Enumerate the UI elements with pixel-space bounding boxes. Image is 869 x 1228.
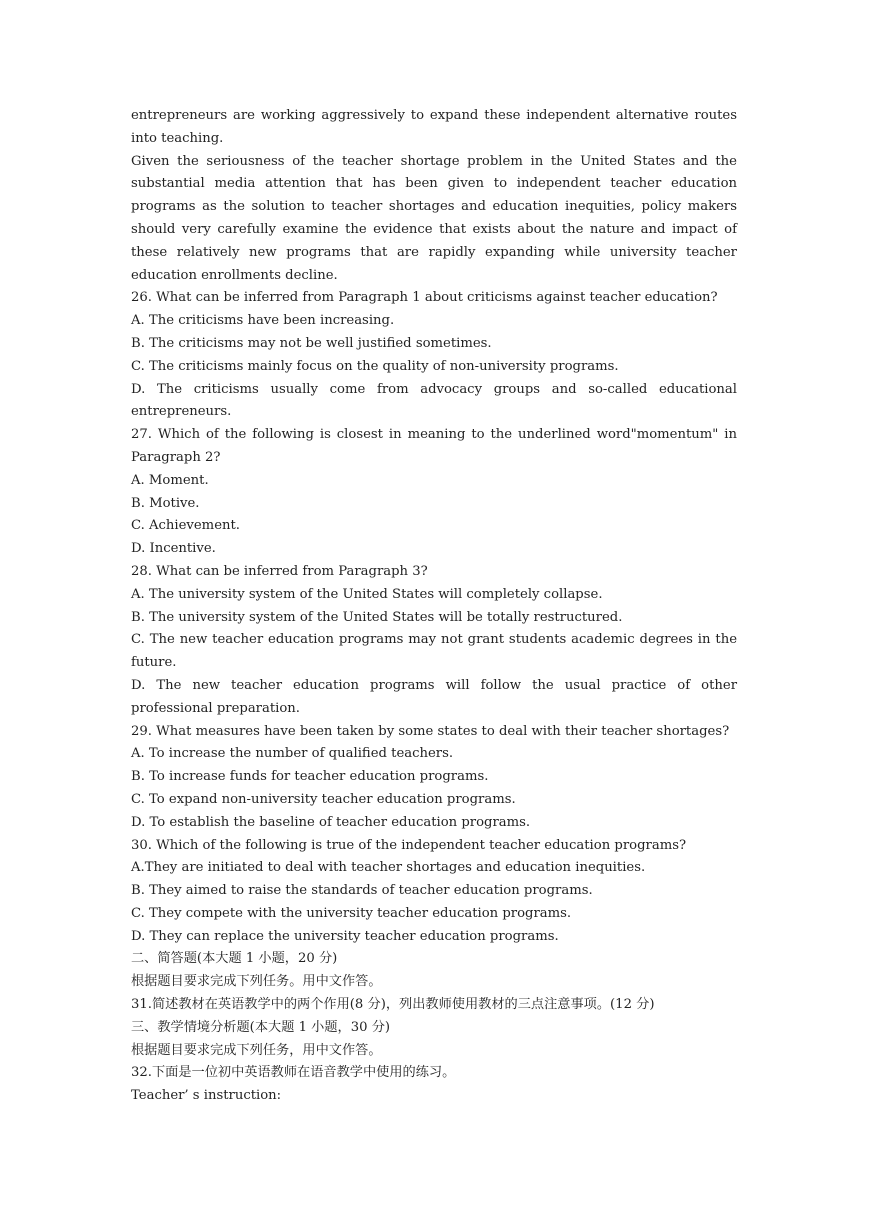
question-32: 32.下面是一位初中英语教师在语音教学中使用的练习。 (131, 1065, 456, 1081)
answer-option: D. They can replace the university teacher education programs. (131, 928, 559, 944)
question-26 (131, 287, 737, 424)
answer-option: A. The criticisms have been increasing. (131, 313, 395, 329)
answer-option: B. To increase funds for teacher education programs. (131, 769, 489, 785)
question-stem: 28. What can be inferred from Paragraph 3? (131, 563, 428, 579)
question-stem: 30. Which of the following is true of the independent teacher education programs? (131, 837, 687, 853)
passage-paragraph: Given the seriousness of the teacher shortage problem in the United States and the substantial media attention that has been given to independent teacher education programs as the solution to teacher shortages and education inequities, policy makers should very carefully examine the evidence that exists about the nature and impact of these relatively new programs that are rapidly expanding while university teacher education enrollments decline. (131, 153, 737, 283)
answer-option: A.They are initiated to deal with teacher shortages and education inequities. (131, 860, 646, 876)
answer-option: C. They compete with the university teacher education programs. (131, 905, 572, 921)
question-stem: 26. What can be inferred from Paragraph 1 about criticisms against teacher education? (131, 290, 718, 306)
answer-option: C. The new teacher education programs may not grant students academic degrees in the future. (131, 632, 737, 671)
section-short-answer (131, 948, 737, 1016)
section-heading: 三、教学情境分析题(本大题 1 小题，30 分) (131, 1019, 391, 1035)
answer-option: B. They aimed to raise the standards of teacher education programs. (131, 883, 593, 899)
document-page (131, 105, 737, 1108)
answer-option: D. The new teacher education programs will follow the usual practice of other professional preparation. (131, 677, 737, 716)
passage-paragraph: entrepreneurs are working aggressively to expand these independent alternative routes into teaching. (131, 108, 737, 146)
teacher-instruction-label: Teacher’ s instruction: (131, 1088, 282, 1104)
answer-option: C. Achievement. (131, 518, 240, 534)
question-stem: 27. Which of the following is closest in meaning to the underlined word"momentum" in Paragraph 2? (131, 427, 737, 465)
question-28 (131, 561, 737, 721)
answer-option: C. To expand non-university teacher education programs. (131, 791, 516, 807)
section-instruction: 根据题目要求完成下列任务，用中文作答。 (131, 1042, 382, 1058)
answer-option: B. The university system of the United States will be totally restructured. (131, 609, 623, 625)
section-instruction: 根据题目要求完成下列任务。用中文作答。 (131, 974, 382, 990)
answer-option: D. The criticisms usually come from advocacy groups and so-called educational entrepreneurs. (131, 381, 737, 420)
question-stem: 29. What measures have been taken by some states to deal with their teacher shortages? (131, 723, 730, 739)
question-29 (131, 721, 737, 835)
answer-option: D. To establish the baseline of teacher education programs. (131, 814, 531, 830)
section-heading: 二、简答题(本大题 1 小题，20 分) (131, 951, 338, 967)
answer-option: D. Incentive. (131, 541, 216, 557)
answer-option: A. The university system of the United States will completely collapse. (131, 586, 603, 602)
answer-option: B. Motive. (131, 495, 200, 511)
answer-option: A. Moment. (131, 472, 209, 488)
answer-option: A. To increase the number of qualified teachers. (131, 746, 454, 762)
question-30 (131, 835, 737, 949)
question-27 (131, 424, 737, 561)
answer-option: B. The criticisms may not be well justified sometimes. (131, 335, 492, 351)
question-31: 31.简述教材在英语教学中的两个作用(8 分)，列出教师使用教材的三点注意事项。(12 分) (131, 997, 655, 1013)
section-analysis (131, 1017, 737, 1108)
answer-option: C. The criticisms mainly focus on the quality of non-university programs. (131, 358, 619, 374)
